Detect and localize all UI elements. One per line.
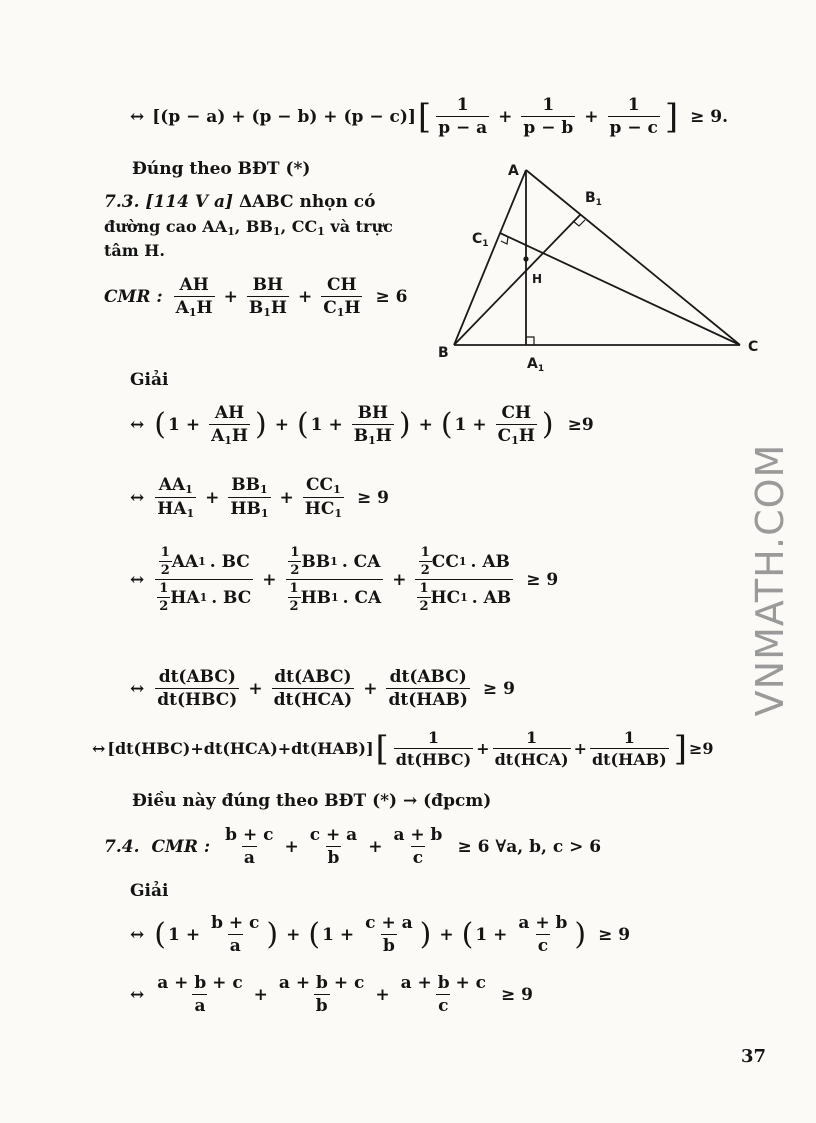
- sum-bracket: [(p − a) + (p − b) + (p − c)]: [152, 106, 416, 127]
- equivalence-arrow: ↔: [130, 106, 145, 127]
- exercise-label: 7.3. [114 V a]: [104, 192, 234, 212]
- side-ac: [526, 170, 740, 345]
- label-h: H: [532, 272, 543, 286]
- fraction: $\frac{1}{p - a}$: [438, 95, 488, 138]
- fraction: $\frac{1}{p - c}$: [609, 95, 658, 138]
- solution-heading: Giải: [130, 370, 169, 390]
- exercise-label: 7.4.: [104, 836, 140, 857]
- fraction: $\frac{BH}{B1H}$: [248, 275, 287, 319]
- inequality-rhs: ≥ 9.: [690, 106, 729, 127]
- exercise-7-3-claim: CMR : $\frac{AH}{A1H}$ + $\frac{BH}{B1H}$ + $\frac{CH}{C1H}$ ≥ 6: [104, 275, 408, 319]
- triangle-diagram: [430, 155, 770, 380]
- label-a1: $A_1$: [527, 356, 545, 374]
- solution-step-3: ↔ $\frac{1}{2}$ AA 1 . BC $\frac{1}{2}$ HA 1 . BC + $\frac{1}{2}$ BB 1 . CA $\frac{1}{2}$ HB 1 . CA + $\frac{1}{2}$ CC 1 . AB $\frac{1}{2}$ HC 1 . AB ≥ 9: [130, 545, 559, 614]
- watermark: VNMATH.COM: [748, 443, 792, 717]
- exercise-7-4-claim: 7.4. CMR : $\frac{b + c}{a}$ + $\frac{c + a}{b}$ + $\frac{a + b}{c}$ ≥ 6 ∀a, b, c > 6: [104, 825, 602, 868]
- page-number: 37: [741, 1046, 767, 1067]
- fraction: $\frac{CH}{C1H}$: [323, 275, 361, 319]
- solution-step-5: ↔ [dt(HBC)+dt(HCA)+dt(HAB)] [ $\frac{1}{\text{dt(HBC)}}$ + $\frac{1}{\text{dt(HCA)}}$ + $\frac{1}{\text{dt(HAB)}}$ ] ≥9: [92, 728, 714, 769]
- solution-step-2: ↔ $\frac{AA1}{HA1}$ + $\frac{BB1}{HB1}$ + $\frac{CC1}{HC1}$ ≥ 9: [130, 475, 390, 520]
- solution-7-4-step-1: ↔ ( 1 + $\frac{b + c}{a}$ ) + ( 1 + $\frac{c + a}{b}$ ) + ( 1 + $\frac{a + b}{c}$ ) ≥ 9: [130, 913, 631, 956]
- solution-step-1: ↔ ( 1 + $\frac{AH}{A1H}$ ) + ( 1 + $\frac{BH}{B1H}$ ) + ( 1 + $\frac{CH}{C1H}$ ) ≥9: [130, 403, 594, 447]
- side-ab: [454, 170, 526, 345]
- conclusion-line: Điều này đúng theo BĐT (*) → (đpcm): [132, 791, 492, 811]
- fraction: $\frac{1}{p - b}$: [523, 95, 574, 138]
- altitude-cc1: [500, 233, 740, 345]
- exercise-7-3-text: đường cao AA1, BB1, CC1 và trực: [104, 217, 393, 238]
- equation-line-1: ↔ [(p − a) + (p − b) + (p − c)] [ $\frac{1}{p - a}$ + $\frac{1}{p - b}$ + $\frac{1}{p - c}$ ] ≥ 9.: [130, 95, 729, 138]
- fraction: $\frac{AH}{A1H}$: [175, 275, 213, 319]
- orthocenter-dot: [523, 256, 528, 261]
- solution-heading-2: Giải: [130, 881, 169, 901]
- label-b1: $B_1$: [585, 190, 602, 208]
- solution-step-4: ↔ $\frac{\text{dt(ABC)}}{\text{dt(HBC)}}$ + $\frac{\text{dt(ABC)}}{\text{dt(HCA)}}$ + $\frac{\text{dt(ABC)}}{\text{dt(HAB)}}$ ≥ 9: [130, 667, 515, 710]
- label-c: C: [748, 339, 759, 355]
- label-c1: $C_1$: [472, 231, 489, 249]
- correct-statement: Đúng theo BĐT (*): [132, 159, 311, 179]
- label-a: A: [508, 163, 519, 179]
- solution-7-4-step-2: ↔ $\frac{a + b + c}{a}$ + $\frac{a + b + c}{b}$ + $\frac{a + b + c}{c}$ ≥ 9: [130, 973, 534, 1016]
- label-b: B: [438, 345, 449, 361]
- exercise-7-3-text-2: tâm H.: [104, 241, 165, 260]
- exercise-7-3-heading: 7.3. [114 V a] ΔABC nhọn có: [104, 192, 376, 212]
